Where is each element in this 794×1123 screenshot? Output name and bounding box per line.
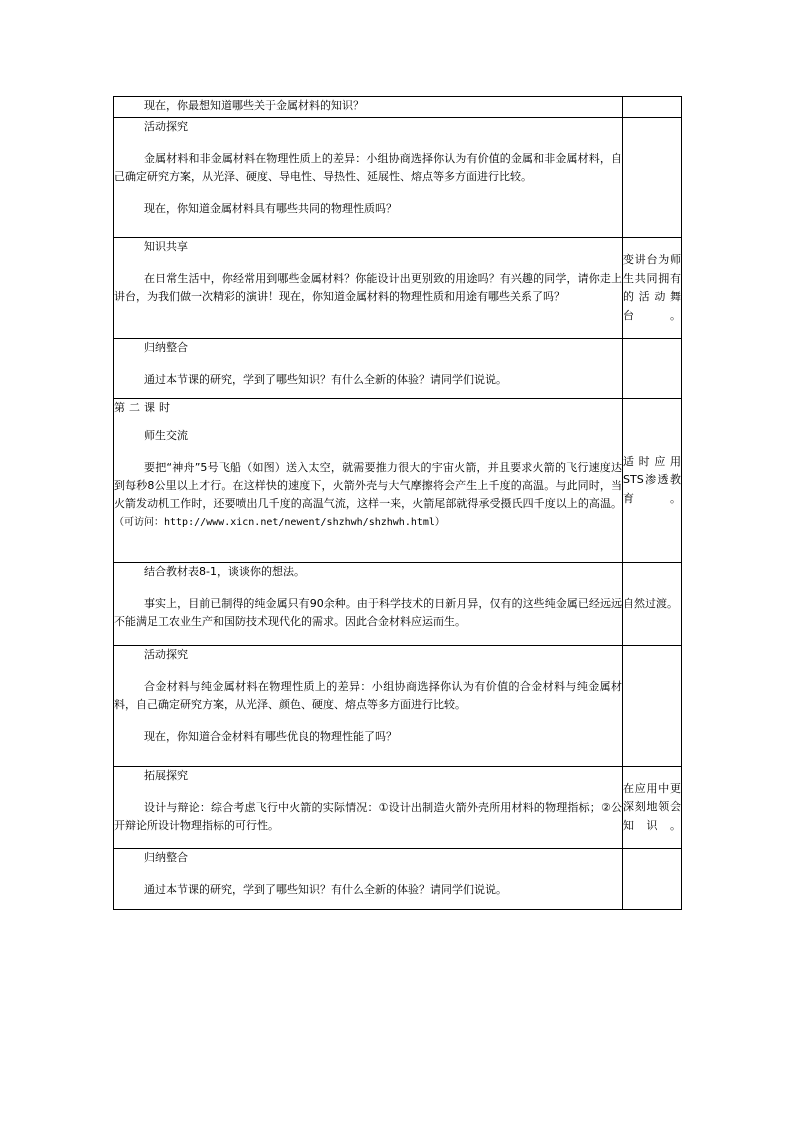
paragraph: 结合教材表8-1，谈谈你的想法。: [144, 565, 305, 578]
content-cell: [114, 97, 623, 118]
section-heading: 活动探究: [144, 120, 188, 133]
teaching-note: 在应用中更深刻地领会知识。: [623, 781, 681, 832]
content-cell: [114, 238, 623, 339]
section-heading: 活动探究: [144, 648, 188, 661]
paragraph: 通过本节课的研究，学到了哪些知识？有什么全新的体验？请同学们说说。: [144, 883, 507, 896]
paragraph: 现在，你知道合金材料有哪些优良的物理性能了吗？: [144, 730, 397, 743]
content-cell: [114, 563, 623, 646]
table-row: [114, 118, 682, 238]
table-row: [114, 238, 682, 339]
section-heading: 知识共享: [144, 240, 188, 253]
paragraph: [114, 459, 622, 532]
note-cell: [623, 339, 682, 399]
paragraph: 通过本节课的研究，学到了哪些知识？有什么全新的体验？请同学们说说。: [144, 373, 507, 386]
paragraph: 现在，你知道金属材料具有哪些共同的物理性质吗？: [144, 202, 397, 215]
note-cell: [623, 238, 682, 339]
paragraph-text: 要把“神舟”5号飞船（如图）送入太空，就需要推力很大的宇宙火箭，并且要求火箭的飞行速度达到每秒8公里以上才行。在这样快的速度下，火箭外壳与大气摩擦将会产生上千度的高温。与此同时，当火箭发动机工作时，还要喷出几千度的高温气流，这样一来，火箭尾部就得承受摄氏四千度以上的高温。: [114, 461, 622, 510]
teaching-note: 变讲台为师生共同拥有的活动舞台。: [623, 253, 681, 322]
content-cell: [114, 118, 623, 238]
section-heading: 拓展探究: [144, 769, 188, 782]
table-row: [114, 646, 682, 767]
table-row: [114, 399, 682, 563]
paragraph: 在日常生活中，你经常用到哪些金属材料？你能设计出更别致的用途吗？有兴趣的同学，请你走上讲台，为我们做一次精彩的演讲！现在，你知道金属材料的物理性质和用途有哪些关系了吗？: [114, 272, 622, 303]
section-heading: 师生交流: [144, 429, 188, 442]
teaching-note: 自然过渡。: [623, 597, 678, 610]
table-row: [114, 97, 682, 118]
note-cell: [623, 97, 682, 118]
paragraph: 设计与辩论：综合考虑飞行中火箭的实际情况：①设计出制造火箭外壳所用材料的物理指标；②公开辩论所设计物理指标的可行性。: [114, 801, 622, 832]
section-heading: 归纳整合: [144, 341, 188, 354]
section-heading: 归纳整合: [144, 851, 188, 864]
note-cell: [623, 399, 682, 563]
content-cell: [114, 767, 623, 849]
content-cell: [114, 849, 623, 910]
paragraph: 金属材料和非金属材料在物理性质上的差异：小组协商选择你认为有价值的金属和非金属材料，自己确定研究方案，从光泽、硬度、导电性、导热性、延展性、熔点等多方面进行比较。: [114, 152, 622, 183]
content-cell: [114, 339, 623, 399]
paragraph: 合金材料与纯金属材料在物理性质上的差异：小组协商选择你认为有价值的合金材料与纯金属材料，自己确定研究方案，从光泽、颜色、硬度、熔点等多方面进行比较。: [114, 680, 622, 711]
table-row: [114, 563, 682, 646]
lesson-plan-table: [113, 96, 682, 910]
table-row: [114, 339, 682, 399]
content-cell: [114, 646, 623, 767]
teaching-note: 适时应用STS渗透教育。: [623, 454, 681, 505]
content-cell: [114, 399, 623, 563]
table-row: [114, 767, 682, 849]
paragraph: 事实上，目前已制得的纯金属只有90余种。由于科学技术的日新月异，仅有的这些纯金属已经远远不能满足工农业生产和国防技术现代化的需求。因此合金材料应运而生。: [114, 597, 622, 628]
note-cell: [623, 849, 682, 910]
note-cell: [623, 118, 682, 238]
note-cell: [623, 646, 682, 767]
table-row: [114, 849, 682, 910]
question-line: 现在，你最想知道哪些关于金属材料的知识？: [144, 99, 364, 112]
lesson-heading: 第二课时: [114, 401, 174, 414]
note-cell: [623, 563, 682, 646]
note-cell: [623, 767, 682, 849]
reference-link[interactable]: （可访问：http://www.xicn.net/newent/shzhwh/shzhwh.html）: [114, 517, 445, 528]
